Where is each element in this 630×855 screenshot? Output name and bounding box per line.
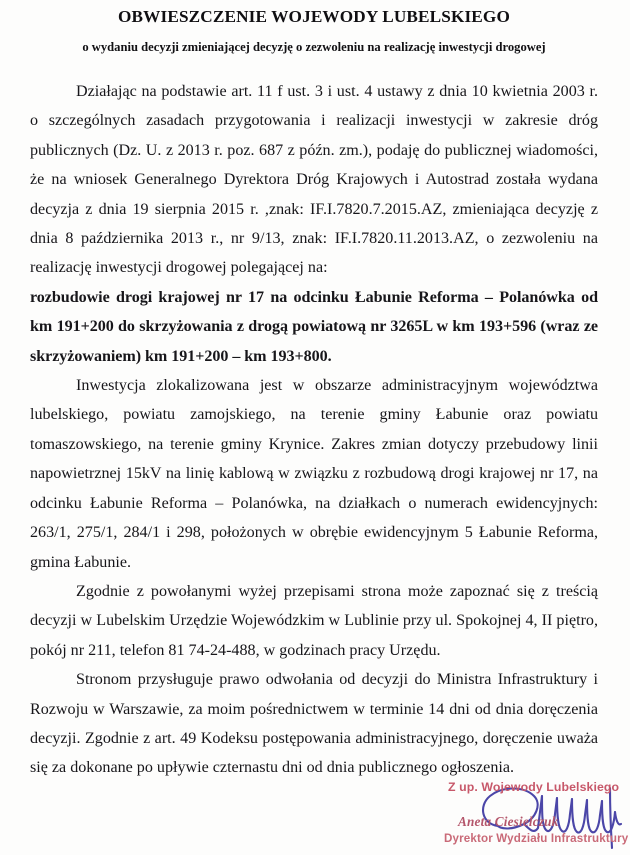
paragraph-investment-scope: rozbudowie drogi krajowej nr 17 na odcinku Łabunie Reforma – Polanówka od km 191+200 do skrzyżowania z drogą powiatową nr 3265L w km 193+596 (wraz ze skrzyżowaniem) km 191+200 – km 193+800. bbox=[30, 288, 598, 365]
document-body bbox=[30, 0, 598, 783]
page-subtitle: o wydaniu decyzji zmieniającej decyzję o zezwoleniu na realizację inwestycji drogowej bbox=[82, 40, 546, 54]
paragraph-location: Inwestycja zlokalizowana jest w obszarze administracyjnym województwa lubelskiego, powiatu zamojskiego, na terenie gminy Łabunie oraz powiatu tomaszowskiego, na terenie gminy Krynice. Zakres zmian dotyczy przebudowy linii napowietrznej 15kV na linię kablową w związku z rozbudową drogi krajowej nr 17, na odcinku Łabunie Reforma – Polanówka, na działkach o numerach ewidencyjnych: 263/1, 275/1, 284/1 i 298, położonych w obrębie ewidencyjnym 5 Łabunie Reforma, gmina Łabunie. bbox=[30, 377, 598, 571]
stamp-signer-name: Aneta Ciesielczuk bbox=[458, 814, 559, 829]
paragraph-legal-basis: Działając na podstawie art. 11 f ust. 3 i ust. 4 ustawy z dnia 10 kwietnia 2003 r. o szczególnych zasadach przygotowania i realizacji inwestycji w zakresie dróg publicznych (Dz. U. z 2013 r. poz. 687 z późn. zm.), podaję do publicznej wiadomości, że na wniosek Generalnego Dyrektora Dróg Krajowych i Autostrad została wydana decyzja z dnia 19 sierpnia 2015 r. ,znak: IF.I.7820.7.2015.AZ, zmieniająca decyzję z dnia 8 października 2013 r., nr 9/13, znak: IF.I.7820.11.2013.AZ, o zezwoleniu na realizację inwestycji drogowej polegającej na: bbox=[30, 83, 598, 277]
signature-stamp-block bbox=[444, 778, 630, 855]
paragraph-inspection-details: Zgodnie z powołanymi wyżej przepisami strona może zapoznać się z treścią decyzji w Lubelskim Urzędzie Wojewódzkim w Lublinie przy ul. Spokojnej 4, II piętro, pokój nr 211, telefon 81 74-24-488, w godzinach pracy Urzędu. bbox=[30, 582, 598, 659]
stamp-signer-role: Dyrektor Wydziału Infrastruktury bbox=[444, 832, 629, 845]
page-title: OBWIESZCZENIE WOJEWODY LUBELSKIEGO bbox=[118, 7, 510, 26]
paragraph-appeal-rights: Stronom przysługuje prawo odwołania od decyzji do Ministra Infrastruktury i Rozwoju w Warszawie, za moim pośrednictwem w terminie 14 dni od dnia doręczenia decyzji. Zgodnie z art. 49 Kodeksu postępowania administracyjnego, doręczenie uważa się za dokonane po upływie czternastu dni od dnia publicznego ogłoszenia. bbox=[30, 671, 598, 777]
title-spacer bbox=[30, 57, 598, 77]
stamp-authority-line: Z up. Wojewody Lubelskiego bbox=[448, 780, 620, 794]
